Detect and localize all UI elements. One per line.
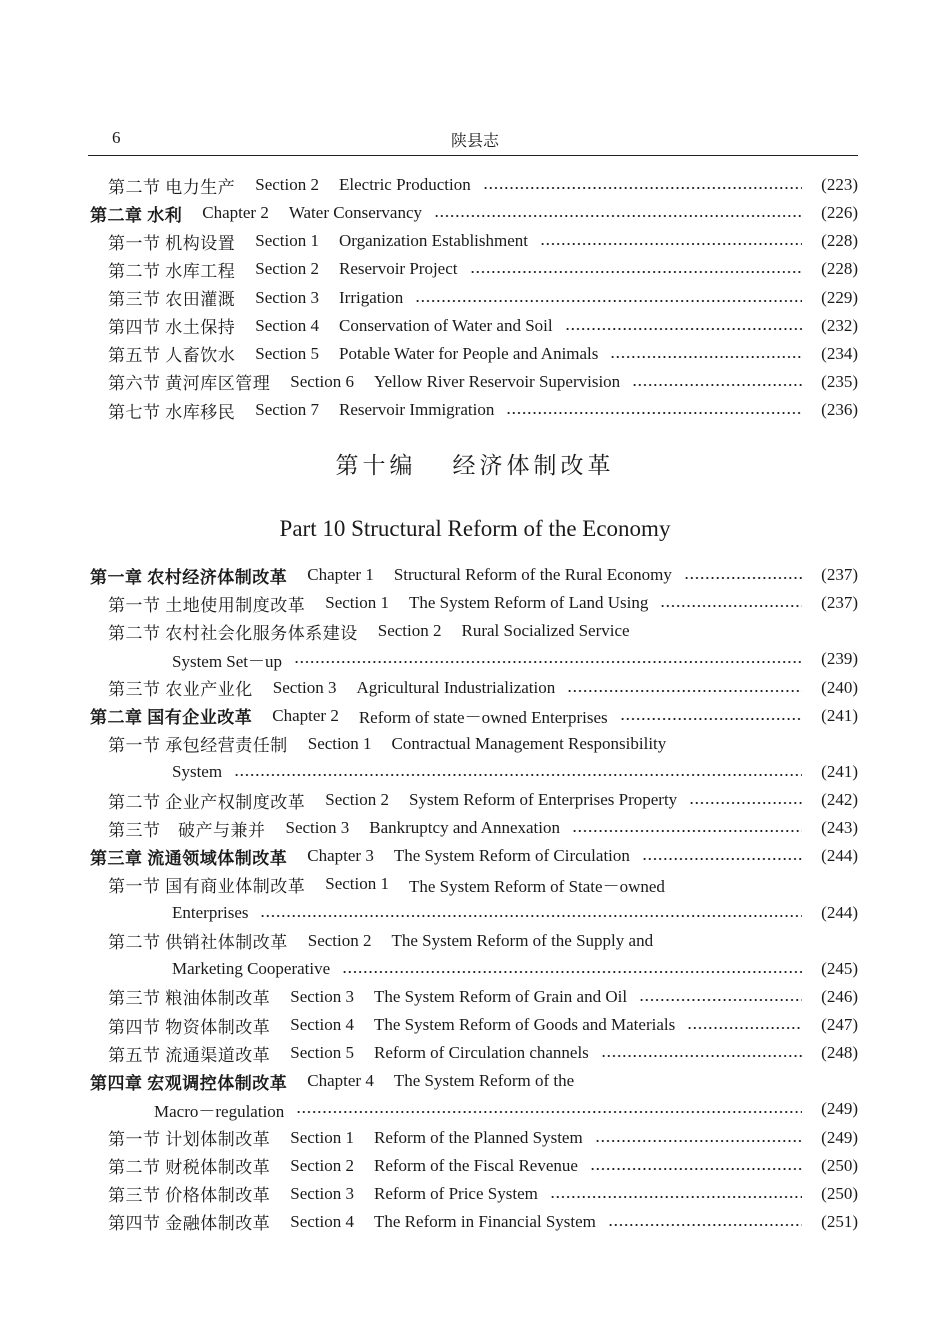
entry-label: Chapter 2 [202, 203, 269, 223]
part-number-cn: 第十编 [335, 453, 417, 478]
toc-entry-chapter[interactable] [90, 199, 858, 227]
dot-leader [550, 1195, 802, 1199]
entry-label: Section 3 [290, 986, 354, 1006]
toc-block-1 [90, 171, 858, 424]
entry-title-cn: 第二节 农村社会化服务体系建设 [108, 623, 358, 643]
entry-title-cn: 第四节 金融体制改革 [108, 1214, 271, 1234]
entry-title-en: Structural Reform of the Rural Economy [393, 565, 672, 585]
entry-label: Section 1 [325, 874, 389, 894]
toc-entry-section[interactable] [90, 870, 858, 898]
dot-leader [608, 1223, 802, 1227]
entry-title-en: System Reform of Enterprises Property [409, 790, 678, 810]
entry-page: (234) [821, 343, 858, 363]
entry-label: Section 1 [255, 231, 319, 251]
entry-label: Section 4 [255, 315, 319, 335]
entry-page: (245) [821, 958, 858, 978]
toc-block-2 [90, 561, 858, 1236]
entry-page: (228) [821, 259, 858, 279]
part-title-en: Part 10 Structural Reform of the Economy [279, 516, 671, 541]
dot-leader [595, 1139, 802, 1143]
entry-label: Section 4 [290, 1015, 354, 1035]
entry-title-cn: 第一节 计划体制改革 [108, 1130, 271, 1150]
entry-label: Section 3 [290, 1183, 354, 1203]
page-number: 6 [112, 128, 121, 147]
entry-title-en: Yellow River Reservoir Supervision [374, 371, 621, 391]
entry-title-en: Reform of state－owned Enterprises [358, 708, 608, 728]
dot-leader [540, 242, 802, 246]
entry-page: (247) [821, 1015, 858, 1035]
entry-title-en: Irrigation [339, 287, 404, 307]
toc-entry-section[interactable] [90, 171, 858, 199]
entry-title-en: Water Conservancy [288, 203, 422, 223]
dot-leader [470, 270, 803, 274]
entry-label: Chapter 1 [307, 565, 374, 585]
dot-leader [687, 1026, 802, 1030]
entry-title-cn: 第四章 宏观调控体制改革 [90, 1073, 288, 1093]
toc-entry-section[interactable] [90, 368, 858, 396]
entry-title-en: System Set－up [172, 651, 283, 671]
dot-leader [294, 660, 802, 664]
entry-title-cn: 第一节 土地使用制度改革 [108, 595, 306, 615]
entry-title-cn: 第一章 农村经济体制改革 [90, 567, 288, 587]
toc-entry-chapter[interactable] [90, 842, 858, 870]
entry-title-en: Reform of the Fiscal Revenue [374, 1155, 578, 1175]
toc-entry-section[interactable] [90, 255, 858, 283]
entry-title-en: Enterprises [172, 902, 249, 922]
dot-leader [572, 829, 802, 833]
header-rule [88, 155, 858, 156]
entry-page: (228) [821, 231, 858, 251]
entry-title-cn: 第五节 流通渠道改革 [108, 1045, 271, 1065]
entry-label: Chapter 4 [307, 1071, 374, 1091]
entry-title-en: The System Reform of Circulation [393, 846, 630, 866]
toc-entry-section[interactable] [90, 340, 858, 368]
entry-title-en: Reservoir Immigration [339, 400, 495, 420]
entry-title-en: The System Reform of the Supply and [391, 930, 654, 950]
entry-title-cn: 第三节 粮油体制改革 [108, 989, 271, 1009]
entry-title-en: Reform of Price System [374, 1183, 538, 1203]
entry-title-en: Macro－regulation [154, 1101, 285, 1121]
dot-leader [565, 327, 802, 331]
entry-title-en: The System Reform of Land Using [409, 593, 649, 613]
dot-leader [632, 383, 802, 387]
part-title-cn [0, 447, 950, 480]
entry-page: (250) [821, 1155, 858, 1175]
entry-page: (223) [821, 175, 858, 195]
entry-label: Section 3 [272, 677, 337, 697]
entry-page: (251) [821, 1211, 858, 1231]
entry-title-en: Contractual Management Responsibility [391, 733, 667, 753]
entry-page: (241) [821, 761, 858, 781]
entry-title-en: Electric Production [339, 175, 471, 195]
entry-title-en: Reform of Circulation channels [374, 1043, 589, 1063]
entry-title-cn: 第二节 供销社体制改革 [108, 933, 288, 953]
dot-leader [684, 576, 802, 580]
toc-entry-section[interactable] [90, 814, 858, 842]
toc-entry-chapter[interactable] [90, 1067, 858, 1095]
entry-title-en: The Reform in Financial System [374, 1211, 596, 1231]
entry-label: Section 2 [377, 621, 442, 641]
entry-label: Section 5 [290, 1043, 354, 1063]
entry-title-en: Marketing Cooperative [172, 958, 331, 978]
entry-page: (250) [821, 1183, 858, 1203]
entry-title-cn: 第三节 价格体制改革 [108, 1186, 271, 1206]
entry-page: (244) [821, 846, 858, 866]
toc-entry-section[interactable] [90, 1124, 858, 1152]
entry-page: (242) [821, 790, 858, 810]
entry-label: Section 1 [325, 593, 389, 613]
entry-page: (249) [821, 1127, 858, 1147]
toc-entry-section[interactable] [90, 786, 858, 814]
entry-title-cn: 第二节 企业产权制度改革 [108, 792, 306, 812]
dot-leader [639, 998, 802, 1002]
entry-page: (229) [821, 287, 858, 307]
entry-label: Section 5 [255, 343, 319, 363]
entry-label: Section 3 [285, 818, 350, 838]
toc-entry-section[interactable] [90, 674, 858, 702]
entry-title-en: Reservoir Project [339, 259, 458, 279]
entry-page: (243) [821, 818, 858, 838]
dot-leader [260, 914, 802, 918]
entry-label: Section 1 [290, 1127, 354, 1147]
entry-label: Section 3 [255, 287, 319, 307]
entry-title-cn: 第二章 水利 [90, 205, 183, 225]
entry-title-en: Organization Establishment [339, 231, 529, 251]
toc-entry-section[interactable] [90, 284, 858, 312]
entry-page: (236) [821, 400, 858, 420]
toc-entry-section[interactable] [90, 1208, 858, 1236]
entry-page: (239) [821, 649, 858, 669]
entry-label: Section 2 [290, 1155, 354, 1175]
entry-title-en: Agricultural Industrialization [356, 677, 556, 697]
entry-page: (232) [821, 315, 858, 335]
entry-title-en: Conservation of Water and Soil [339, 315, 553, 335]
entry-title-cn: 第二章 国有企业改革 [90, 708, 253, 728]
entry-page: (241) [821, 705, 858, 725]
entry-title-en: The System Reform of Grain and Oil [374, 986, 628, 1006]
entry-title-cn: 第一节 机构设置 [108, 233, 236, 253]
dot-leader [620, 717, 802, 721]
entry-title-cn: 第六节 黄河库区管理 [108, 374, 271, 394]
part-name-cn: 经济体制改革 [452, 453, 615, 478]
toc-entry-section[interactable] [90, 927, 858, 955]
entry-label: Section 2 [255, 175, 319, 195]
entry-page: (249) [821, 1099, 858, 1119]
dot-leader [483, 186, 802, 190]
entry-title-cn: 第二节 电力生产 [108, 177, 236, 197]
dot-leader [601, 1054, 802, 1058]
entry-label: Section 2 [325, 790, 389, 810]
entry-title-en: The System Reform of Goods and Materials [374, 1015, 676, 1035]
entry-title-cn: 第四节 水土保持 [108, 318, 236, 338]
entry-label: Section 1 [307, 733, 372, 753]
entry-page: (248) [821, 1043, 858, 1063]
entry-title-en: Bankruptcy and Annexation [369, 818, 560, 838]
entry-title-en: Potable Water for People and Animals [339, 343, 599, 363]
entry-title-en: System [172, 761, 223, 781]
toc-entry-section[interactable] [90, 1180, 858, 1208]
dot-leader [415, 299, 802, 303]
toc-entry-section[interactable] [90, 1152, 858, 1180]
entry-label: Chapter 2 [272, 705, 339, 725]
entry-title-cn: 第七节 水库移民 [108, 402, 236, 422]
entry-title-cn: 第二节 水库工程 [108, 261, 236, 281]
toc-entry-section[interactable] [90, 617, 858, 645]
entry-page: (235) [821, 371, 858, 391]
toc-entry-section[interactable] [90, 730, 858, 758]
dot-leader [689, 801, 802, 805]
entry-title-en: The System Reform of State－owned [409, 876, 665, 896]
toc-entry-section[interactable] [90, 1011, 858, 1039]
entry-title-cn: 第三节 农田灌溉 [108, 290, 236, 310]
toc-entry-cont[interactable] [90, 899, 858, 927]
entry-title-cn: 第三节 破产与兼并 [108, 820, 266, 840]
entry-title-cn: 第三章 流通领域体制改革 [90, 848, 288, 868]
entry-title-en: The System Reform of the [393, 1071, 575, 1091]
entry-title-en: Reform of the Planned System [374, 1127, 583, 1147]
entry-label: Chapter 3 [307, 846, 374, 866]
dot-leader [434, 214, 802, 218]
toc-entry-section[interactable] [90, 312, 858, 340]
toc-entry-cont2[interactable] [90, 1095, 858, 1123]
dot-leader [506, 411, 802, 415]
dot-leader [610, 355, 802, 359]
entry-label: Section 6 [290, 371, 354, 391]
dot-leader [567, 689, 802, 693]
entry-title-cn: 第一节 国有商业体制改革 [108, 876, 306, 896]
toc-entry-section[interactable] [90, 589, 858, 617]
dot-leader [642, 857, 802, 861]
toc-entry-section[interactable] [90, 227, 858, 255]
entry-page: (226) [821, 203, 858, 223]
entry-title-en: Rural Socialized Service [461, 621, 630, 641]
entry-page: (237) [821, 565, 858, 585]
entry-page: (240) [821, 677, 858, 697]
entry-title-cn: 第一节 承包经营责任制 [108, 736, 288, 756]
entry-title-cn: 第三节 农业产业化 [108, 680, 253, 700]
toc-entry-section[interactable] [90, 396, 858, 424]
toc-entry-cont[interactable] [90, 645, 858, 673]
entry-label: Section 2 [307, 930, 372, 950]
toc-entry-cont[interactable] [90, 955, 858, 983]
entry-title-cn: 第二节 财税体制改革 [108, 1158, 271, 1178]
dot-leader [590, 1167, 802, 1171]
running-title: 陕县志 [450, 133, 499, 150]
toc-entry-cont[interactable] [90, 758, 858, 786]
entry-label: Section 2 [255, 259, 319, 279]
dot-leader [342, 970, 802, 974]
toc-entry-section[interactable] [90, 983, 858, 1011]
toc-entry-chapter[interactable] [90, 561, 858, 589]
dot-leader [296, 1110, 802, 1114]
dot-leader [234, 773, 802, 777]
entry-label: Section 7 [255, 400, 319, 420]
entry-page: (244) [821, 902, 858, 922]
entry-page: (237) [821, 593, 858, 613]
toc-entry-section[interactable] [90, 1039, 858, 1067]
entry-title-cn: 第四节 物资体制改革 [108, 1017, 271, 1037]
toc-entry-chapter[interactable] [90, 702, 858, 730]
entry-page: (246) [821, 986, 858, 1006]
dot-leader [660, 604, 802, 608]
entry-label: Section 4 [290, 1211, 354, 1231]
entry-title-cn: 第五节 人畜饮水 [108, 346, 236, 366]
